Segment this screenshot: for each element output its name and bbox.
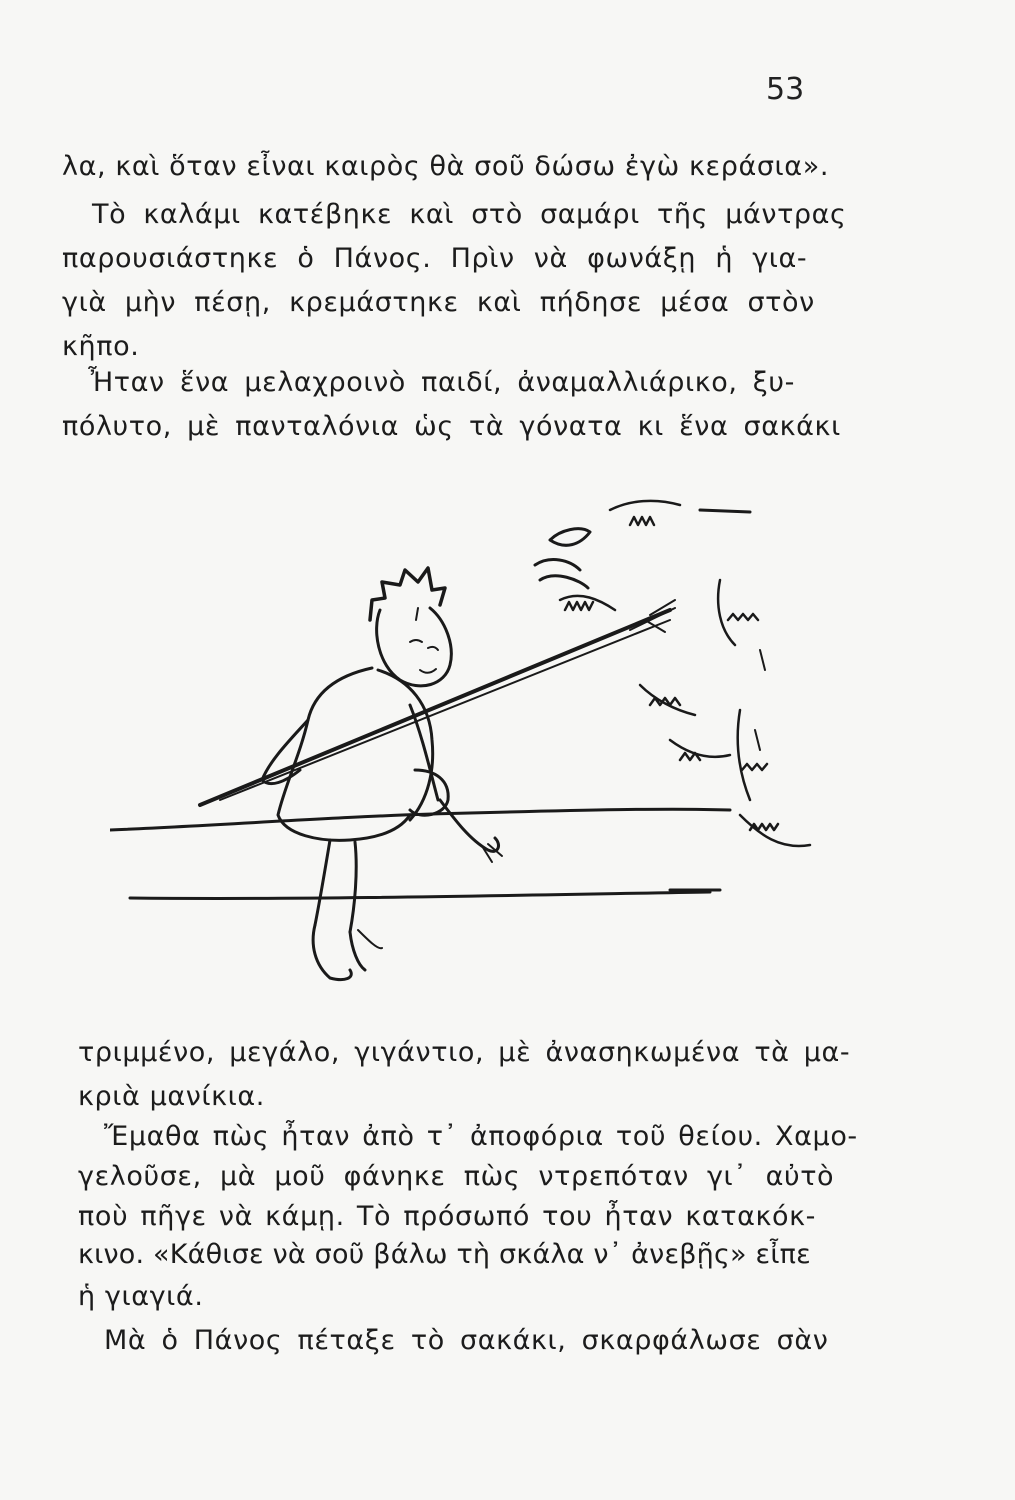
text-line: Ἔμαθα πὼς ἦταν ἀπὸ τ᾽ ἀποφόρια τοῦ θείου. Χαμο- — [104, 1121, 858, 1152]
text-line: Τὸ καλάμι κατέβηκε καὶ στὸ σαμάρι τῆς μάντρας — [92, 199, 847, 230]
text-line: γιὰ μὴν πέσῃ, κρεμάστηκε καὶ πήδησε μέσα στὸν — [62, 287, 815, 318]
text-line: κινο. «Κάθισε νὰ σοῦ βάλω τὴ σκάλα ν᾽ ἀνεβῇς» εἶπε — [78, 1239, 811, 1270]
text-line: κῆπο. — [62, 331, 140, 362]
text-line: κριὰ μανίκια. — [78, 1081, 265, 1112]
text-line: ποὺ πῆγε νὰ κάμῃ. Τὸ πρόσωπό του ἦταν κατακόκ- — [78, 1201, 816, 1232]
text-line: γελοῦσε, μὰ μοῦ φάνηκε πὼς ντρεπόταν γι᾽ αὐτὸ — [78, 1161, 835, 1192]
text-line: λα, καὶ ὅταν εἶναι καιρὸς θὰ σοῦ δώσω ἐγὼ κεράσια». — [62, 151, 829, 182]
text-line: τριμμένο, μεγάλο, γιγάντιο, μὲ ἀνασηκωμένα τὰ μα- — [78, 1037, 851, 1068]
text-line: Μὰ ὁ Πάνος πέταξε τὸ σακάκι, σκαρφάλωσε σὰν — [104, 1325, 829, 1356]
page-number: 53 — [766, 72, 805, 107]
text-line: πόλυτο, μὲ πανταλόνια ὡς τὰ γόνατα κι ἕνα σακάκι — [62, 411, 841, 442]
text-line: παρουσιάστηκε ὁ Πάνος. Πρὶν νὰ φωνάξῃ ἡ για- — [62, 243, 808, 274]
text-line: ἡ γιαγιά. — [78, 1281, 204, 1312]
text-line: Ἦταν ἕνα μελαχροινὸ παιδί, ἀναμαλλιάρικο, ξυ- — [88, 367, 795, 398]
boy-on-wall-sketch-icon — [110, 470, 840, 1010]
